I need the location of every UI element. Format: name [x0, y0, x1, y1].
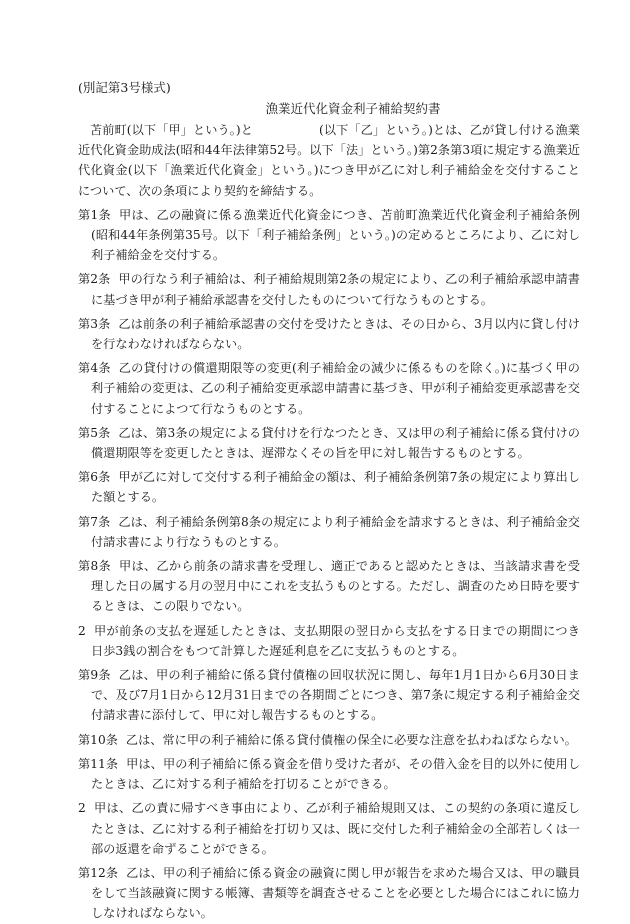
article-5	[78, 423, 580, 463]
article-text: 乙の貸付けの償還期限等の変更(利子補給金の減少に係るものを除く。)に基づく甲の利子補給の変更は、乙の利子補給変更承認申請書に基づき、甲が利子補給変更承認書を交付することによつて行なうものとする。	[91, 361, 580, 416]
article-8	[78, 556, 580, 617]
intro-part1: 苫前町(以下「甲」という。)と	[90, 123, 253, 137]
article-text: 乙は、常に甲の利子補給に係る貸付債権の保全に必要な注意を払わねばならない。	[125, 732, 577, 747]
article-text: 甲が乙に対して交付する利子補給金の額は、利子補給条例第7条の規定により算出した額とする。	[91, 470, 580, 505]
article-number: 第12条	[78, 865, 119, 880]
article-7	[78, 512, 580, 552]
article-3	[78, 314, 580, 354]
article-11	[78, 754, 580, 794]
article-4	[78, 358, 580, 419]
document-title: 漁業近代化資金利子補給契約書	[265, 101, 441, 116]
article-2	[78, 269, 580, 309]
article-number: 第2条	[78, 272, 111, 287]
article-8-paragraph-2	[78, 621, 580, 661]
article-text: 乙は、利子補給条例第8条の規定により利子補給金を請求するときは、利子補給金交付請求書により行なうものとする。	[91, 514, 580, 549]
article-text: 甲は、甲の利子補給に係る資金を借り受けた者が、その借入金を目的以外に使用したときは、乙に対する利子補給を打切ることができる。	[91, 756, 581, 792]
article-number: 第9条	[78, 668, 111, 683]
article-number: 第5条	[78, 425, 111, 440]
article-number: 第8条	[78, 559, 111, 574]
article-text: 乙は、甲の利子補給に係る資金の融資に関し甲が報告を求めた場合又は、甲の職員をして当該融資に関する帳簿、書類等を調査させることを必要とした場合にはこれに協力しなければならない。	[91, 865, 581, 921]
article-text: 乙は、第3条の規定による貸付けを行なつたとき、又は甲の利子補給に係る貸付けの償還期限等を変更したときは、遅滞なくその旨を甲に対し報告するものとする。	[91, 425, 580, 461]
intro-part2: (以下「乙」という。)とは、乙が貸し付ける漁業近代化資金助成法(昭和44年法律第52号。以下「法」という。)第2条第3項に規定する漁業近代化資金(以下「漁業近代化資金」という。)につき甲が乙に対し利子補給金を交付することについて、次の条項により契約を締結する。	[78, 123, 580, 198]
article-text: 甲は、乙の責に帰すべき事由により、乙が利子補給規則又は、この契約の条項に違反したときは、乙に対する利子補給を打切り又は、既に交付した利子補給金の全部若しくは一部の返還を命ずることができる。	[91, 801, 580, 856]
article-9	[78, 665, 580, 726]
form-label: (別記第3号様式)	[78, 80, 171, 95]
article-number: 第3条	[78, 316, 111, 331]
article-1	[78, 205, 580, 266]
article-text: 甲は、乙の融資に係る漁業近代化資金につき、苫前町漁業近代化資金利子補給条例(昭和44年条例第35号。以下「利子補給条例」という。)の定めるところにより、乙に対し利子補給金を交付する。	[91, 207, 580, 263]
article-10	[78, 730, 580, 750]
article-text: 甲が前条の支払を遅延したときは、支払期限の翌日から支払をする日までの期間につき日歩3銭の割合をもつて計算した遅延利息を乙に支払うものとする。	[91, 623, 580, 658]
article-number: 2	[78, 623, 86, 638]
article-number: 第1条	[78, 207, 112, 222]
article-number: 第4条	[78, 361, 111, 376]
intro-paragraph	[78, 120, 580, 201]
article-number: 2	[78, 801, 86, 816]
article-text: 甲は、乙から前条の請求書を受理し、適正であると認めたときは、当該請求書を受理した日の属する月の翌月中にこれを支払うものとする。ただし、調査のため日時を要するときは、この限りでない。	[91, 559, 581, 614]
article-11-paragraph-2	[78, 798, 580, 859]
article-12	[78, 863, 580, 924]
article-number: 第7条	[78, 514, 111, 529]
article-number: 第11条	[78, 756, 119, 771]
article-text: 甲の行なう利子補給は、利子補給規則第2条の規定により、乙の利子補給承認申請書に基づき甲が利子補給承認書を交付したものについて行なうものとする。	[91, 272, 580, 307]
article-6	[78, 467, 580, 507]
article-text: 乙は、甲の利子補給に係る貸付債権の回収状況に関し、毎年1月1日から6月30日まで、及び7月1日から12月31日までの各期間ごとにつき、第7条に規定する利子補給金交付請求書に添付して、甲に対し報告するものとする。	[91, 668, 580, 723]
article-text: 乙は前条の利子補給承認書の交付を受けたときは、その日から、3月以内に貸し付けを行なわなければならない。	[91, 316, 580, 352]
article-number: 第6条	[78, 470, 111, 485]
article-number: 第10条	[78, 732, 118, 747]
